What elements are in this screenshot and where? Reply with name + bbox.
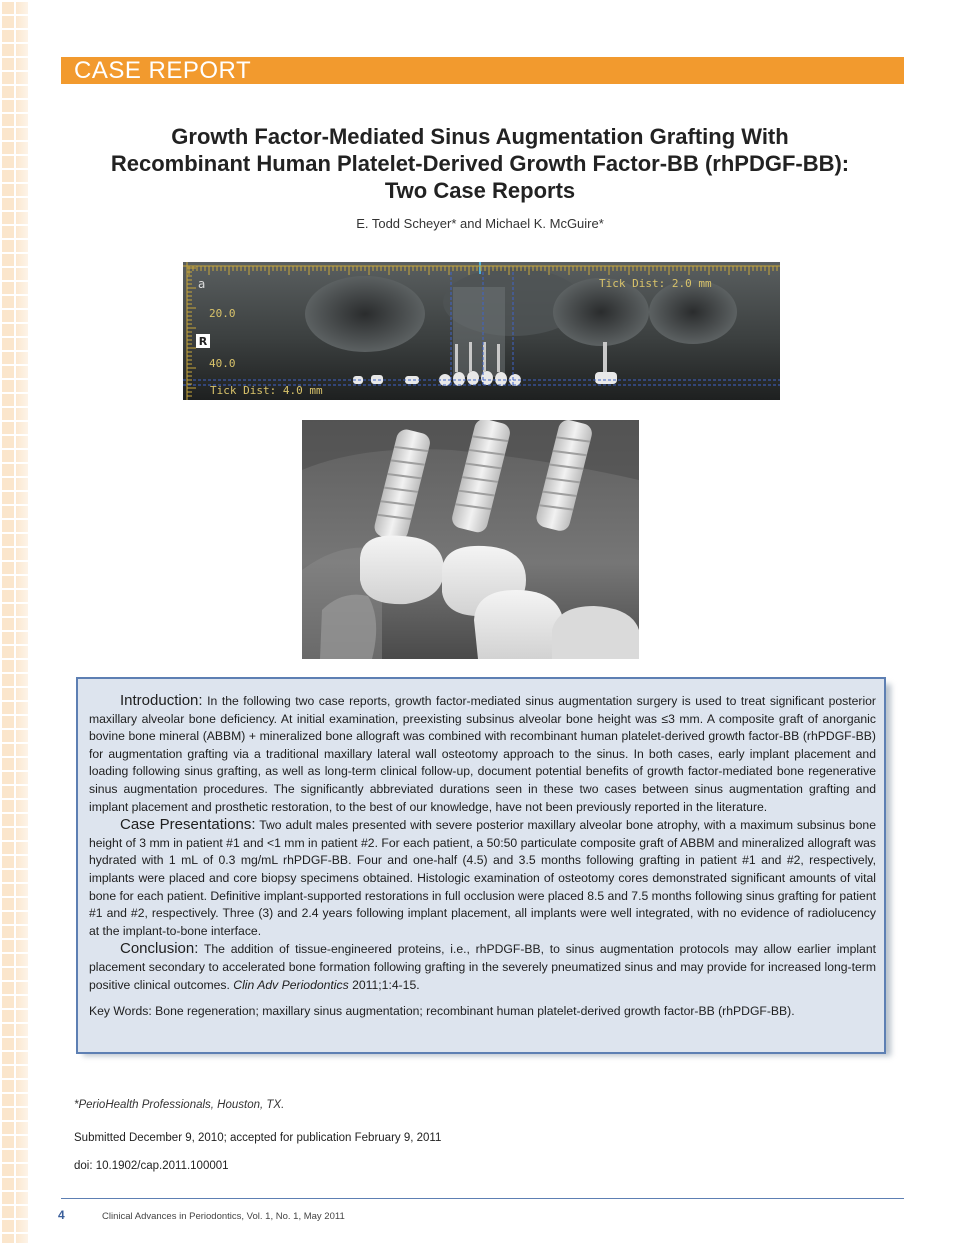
article-title <box>80 123 880 204</box>
section-banner-label: CASE REPORT <box>74 57 252 84</box>
keywords-text: Bone regeneration; maxillary sinus augmentation; recombinant human platelet-derived growth factor-BB (rhPDGF-BB). <box>155 1004 795 1019</box>
page-number: 4 <box>58 1208 65 1222</box>
periapical-radiograph-image <box>302 420 639 659</box>
title-line-3: Two Case Reports <box>384 178 576 203</box>
footer-divider <box>61 1198 904 1199</box>
citation-journal: Clin Adv Periodontics <box>233 977 349 992</box>
panoramic-radiograph-figure <box>183 262 780 400</box>
periapical-radiograph-figure <box>302 420 639 659</box>
abstract-text <box>89 692 876 1021</box>
journal-citation-footer: Clinical Advances in Periodontics, Vol. 1, No. 1, May 2011 <box>102 1211 345 1222</box>
tick-distance-top: Tick Dist: 2.0 mm <box>599 277 712 290</box>
introduction-text: In the following two case reports, growth factor-mediated sinus augmentation surgery is used to treat significant posterior maxillary alveolar bone deficiency. At initial examination, preexisting subsinus alveolar bone height was ≤3 mm. A composite graft of anorganic bovine bone mineral (ABBM) + mineralized bone allograft was combined with recombinant human platelet-derived growth factor-BB (rhPDGF-BB) for augmentation grafting via a traditional maxillary lateral wall osteotomy approach to the sinus. In both cases, early implant placement and loading following sinus grafting, as well as long-term clinical follow-up, document potential benefits of growth factor-mediated bone regenerative sinus augmentation procedures. The significantly abbreviated durations seen in these two cases between sinus augmentation grafting and implant placement and prosthetic restoration, to the best of our knowledge, have not been previously reported in the literature. <box>89 694 876 814</box>
keywords-heading: Key Words: <box>89 1004 152 1019</box>
keywords <box>89 1003 876 1021</box>
title-line-1: Growth Factor-Mediated Sinus Augmentation Grafting With <box>171 124 789 149</box>
citation-volume: 2011;1:4-15. <box>352 977 420 992</box>
corner-label: a <box>198 277 206 291</box>
title-line-2: Recombinant Human Platelet-Derived Growth Factor-BB (rhPDGF-BB): <box>110 151 850 176</box>
doi: doi: 10.1902/cap.2011.100001 <box>74 1160 229 1172</box>
panoramic-radiograph-image <box>183 262 780 400</box>
tick-distance-bottom: Tick Dist: 4.0 mm <box>210 384 323 397</box>
case-presentations-text: Two adult males presented with severe posterior maxillary alveolar bone atrophy, with a maximum subsinus bone height of 3 mm in patient #1 and <1 mm in patient #2. For each patient, a 50:50 particulate composite graft of ABBM and mineralized allograft was hydrated with 1 mL of 0.3 mg/mL rhPDGF-BB. Four and one-half (4.5) and 3.5 months following grafting in patient #1 and #2, respectively, implants were placed and core biopsy specimens obtained. Histologic examination of osteotomy cores demonstrated significant amounts of vital bone for each patient. Definitive implant-supported restorations in full occlusion were placed 8.5 and 7.5 months following sinus grafting for patient #1 and #2, respectively. Three (3) and 2.4 years following implant placement, all implants were well integrated, with no evidence of radiolucency at the implant-to-bone interface. <box>89 818 876 938</box>
side-label: R <box>198 335 208 348</box>
abstract-box <box>76 677 886 1054</box>
scale-label-20: 20.0 <box>209 307 236 320</box>
authors: E. Todd Scheyer* and Michael K. McGuire* <box>356 216 604 231</box>
submission-dates: Submitted December 9, 2010; accepted for publication February 9, 2011 <box>74 1132 442 1144</box>
conclusion-text: The addition of tissue-engineered proteins, i.e., rhPDGF-BB, to sinus augmentation protocols may allow earlier implant placement secondary to accelerated bone formation following grafting in the severely pneumatized sinus and may provide for increased long-term positive clinical outcomes. <box>89 942 876 992</box>
introduction-heading: Introduction: <box>120 692 203 709</box>
scale-label-40: 40.0 <box>209 357 236 370</box>
side-strip-fade <box>14 0 28 1243</box>
author-affiliation: *PerioHealth Professionals, Houston, TX. <box>74 1099 285 1111</box>
conclusion-heading: Conclusion: <box>120 940 199 958</box>
case-presentations-heading: Case Presentations: <box>120 816 256 834</box>
abstract-case-presentations <box>89 816 876 940</box>
section-banner <box>61 57 904 84</box>
abstract-introduction <box>89 692 876 816</box>
abstract-conclusion <box>89 940 876 994</box>
